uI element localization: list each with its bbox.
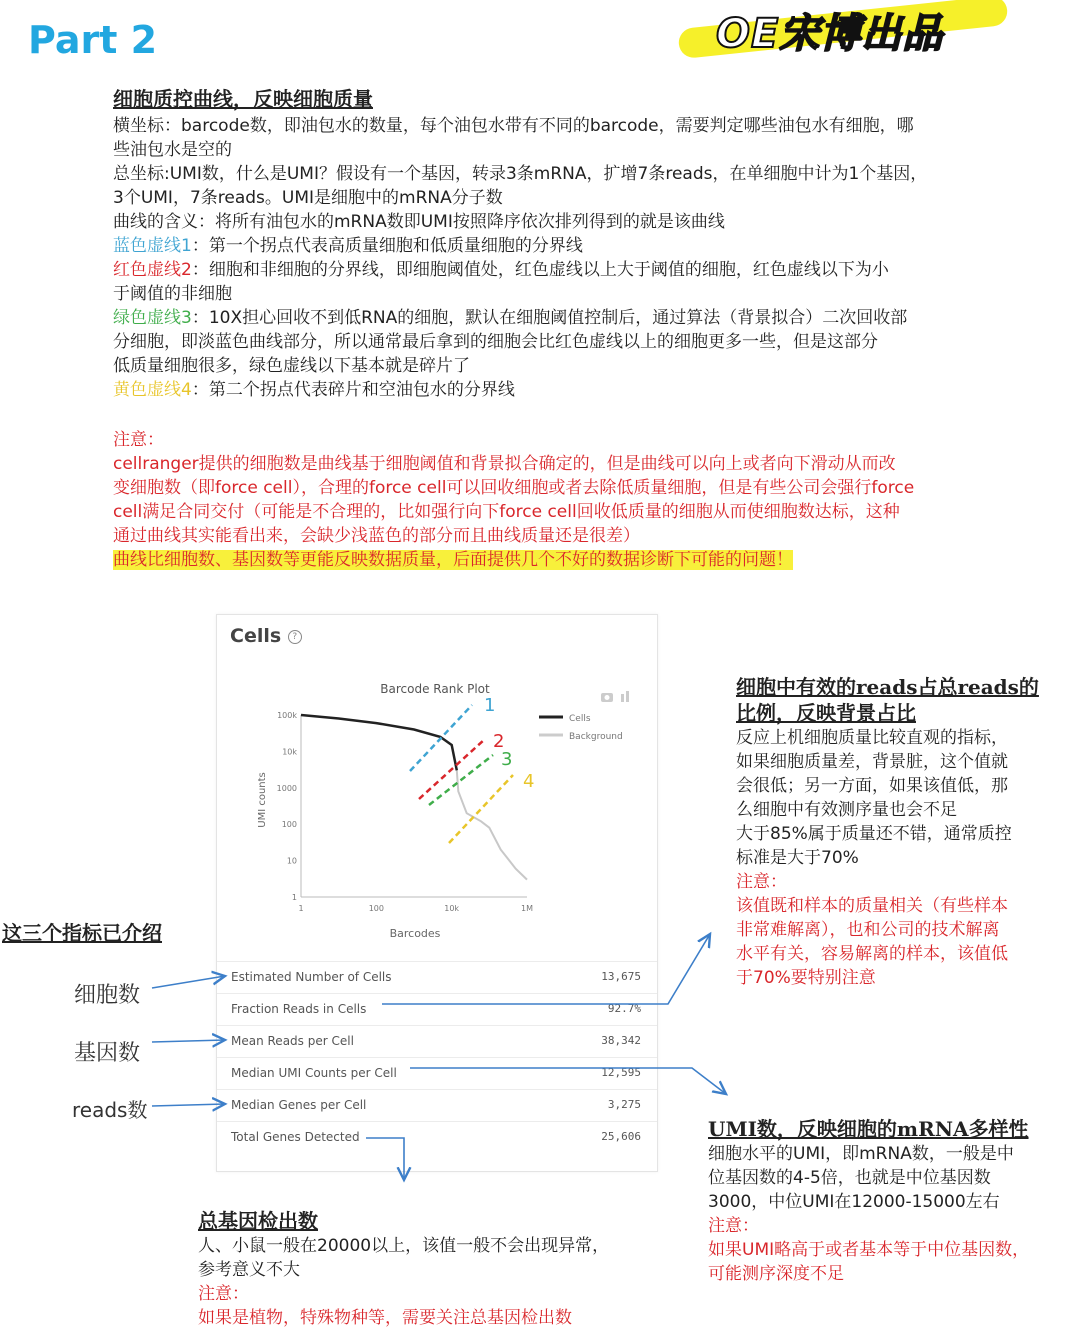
note-line: 位基因数的4-5倍，也就是中位基因数 bbox=[708, 1168, 991, 1188]
metric-label: Estimated Number of Cells bbox=[231, 970, 392, 984]
note-label: 注意： bbox=[113, 430, 164, 450]
green-line-label: 绿色虚线3 bbox=[113, 308, 192, 328]
note-line: 大于85%属于质量还不错，通常质控 bbox=[736, 824, 1012, 844]
body-line: 于阈值的非细胞 bbox=[113, 284, 232, 304]
metric-value: 38,342 bbox=[601, 1034, 641, 1047]
genes-note-heading: 总基因检出数 bbox=[198, 1209, 318, 1233]
note-line: 么细胞中有效测序量也会不足 bbox=[736, 800, 957, 820]
blue-line-label: 蓝色虚线1 bbox=[113, 236, 192, 256]
note-line: 参考意义不大 bbox=[198, 1260, 300, 1280]
note-line: cell满足合同交付（可能是不合理的，比如强行向下force cell回收低质量的细胞从而使细胞数达标，这种 bbox=[113, 502, 900, 522]
note-label: 注意： bbox=[708, 1216, 759, 1236]
annotation-label-3: 3 bbox=[501, 749, 513, 770]
part-title: Part 2 bbox=[28, 18, 158, 62]
yellow-line-text: ：第二个拐点代表碎片和空油包水的分界线 bbox=[191, 380, 515, 400]
note-line: 非常难解离），也和公司的技术解离 bbox=[736, 920, 1000, 940]
metric-label: Mean Reads per Cell bbox=[231, 1034, 354, 1048]
metric-label: Median Genes per Cell bbox=[231, 1098, 367, 1112]
intro-label: 这三个指标已介绍 bbox=[2, 921, 162, 945]
y-tick-label: 1 bbox=[291, 893, 297, 902]
section-heading-curve: 细胞质控曲线，反映细胞质量 bbox=[113, 87, 373, 111]
note-line: 反应上机细胞质量比较直观的指标， bbox=[736, 728, 1008, 748]
body-line: 些油包水是空的 bbox=[113, 140, 232, 160]
red-line-text: ：细胞和非细胞的分界线，即细胞阈值处，红色虚线以上大于阈值的细胞，红色虚线以下为小 bbox=[191, 260, 889, 280]
question-circle-icon[interactable]: ? bbox=[288, 630, 302, 644]
annotation-label-1: 1 bbox=[484, 695, 496, 716]
y-tick-label: 100 bbox=[281, 820, 297, 830]
note-line: 如果细胞质量差，背景脏，这个值就 bbox=[736, 752, 1008, 772]
note-line: 标准是大于70% bbox=[736, 848, 859, 868]
note-line: 该值既和样本的质量相关（有些样本 bbox=[736, 896, 1008, 916]
note-line: 如果UMI略高于或者基本等于中位基因数， bbox=[708, 1240, 1030, 1260]
note-line: 水平有关，容易解离的样本，该值低 bbox=[736, 944, 1008, 964]
metric-value: 92.7% bbox=[607, 1002, 641, 1015]
body-line: 3个UMI，7条reads。UMI是细胞中的mRNA分子数 bbox=[113, 188, 503, 208]
highlight-conclusion: 曲线比细胞数、基因数等更能反映数据质量，后面提供几个不好的数据诊断下可能的问题！ bbox=[113, 550, 793, 570]
red-line-label: 红色虚线2 bbox=[113, 260, 192, 280]
green-line-text: ：10X担心回收不到低RNA的细胞，默认在细胞阈值控制后，通过算法（背景拟合）二次回收部 bbox=[191, 308, 908, 328]
body-line: 横坐标：barcode数，即油包水的数量，每个油包水带有不同的barcode，需要判定哪些油包水有细胞，哪 bbox=[113, 116, 914, 136]
metric-value: 13,675 bbox=[601, 970, 641, 983]
x-axis-label: Barcodes bbox=[389, 927, 441, 940]
y-axis-label: UMI counts bbox=[257, 772, 268, 828]
body-line: 曲线的含义：将所有油包水的mRNA数即UMI按照降序依次排列得到的就是该曲线 bbox=[113, 212, 725, 232]
side-label-cells: 细胞数 bbox=[74, 983, 141, 1008]
note-line: 通过曲线其实能看出来，会缺少浅蓝色的部分而且曲线质量还是很差） bbox=[113, 526, 640, 546]
note-line: 人、小鼠一般在20000以上，该值一般不会出现异常， bbox=[198, 1236, 610, 1256]
reads-note-heading: 细胞中有效的reads占总reads的 bbox=[736, 675, 1039, 699]
brand-logo: OE宋博出品 bbox=[716, 11, 944, 57]
x-tick-label: 100 bbox=[368, 904, 384, 913]
reads-note-heading: 比例，反映背景占比 bbox=[736, 701, 916, 725]
blue-line-text: ：第一个拐点代表高质量细胞和低质量细胞的分界线 bbox=[191, 236, 583, 256]
x-tick-label: 10k bbox=[444, 904, 460, 913]
arrow-reads-fraction bbox=[382, 934, 710, 1004]
body-line: 低质量细胞很多，绿色虚线以下基本就是碎片了 bbox=[113, 356, 470, 376]
metric-value: 3,275 bbox=[607, 1098, 641, 1111]
note-line: 可能测序深度不足 bbox=[708, 1264, 844, 1284]
note-line: 如果是植物，特殊物种等，需要关注总基因检出数 bbox=[198, 1308, 572, 1328]
reads-fraction-note bbox=[736, 674, 1039, 990]
y-tick-label: 100k bbox=[277, 711, 297, 720]
side-label-genes: 基因数 bbox=[74, 1041, 141, 1066]
body-line: 总坐标:UMI数，什么是UMI？假设有一个基因，转录3条mRNA，扩增7条reads，在单细胞中计为1个基因， bbox=[113, 164, 928, 184]
umi-note bbox=[708, 1116, 1029, 1286]
annotation-label-4: 4 bbox=[523, 771, 535, 792]
y-tick-label: 10k bbox=[282, 747, 297, 757]
note-line: 于70%要特别注意 bbox=[736, 968, 876, 988]
note-line: 变细胞数（即force cell），合理的force cell可以回收细胞或者去除低质量细胞，但是有些公司会强行force bbox=[113, 478, 915, 498]
metric-value: 12,595 bbox=[601, 1066, 641, 1079]
legend-label-cells: Cells bbox=[569, 714, 591, 724]
panel-title-text: Cells bbox=[230, 625, 282, 647]
yellow-line-label: 黄色虚线4 bbox=[113, 380, 192, 400]
umi-note-heading: UMI数，反映细胞的mRNA多样性 bbox=[708, 1117, 1029, 1141]
note-line: cellranger提供的细胞数是曲线基于细胞阈值和背景拟合确定的，但是曲线可以向上或者向下滑动从而改 bbox=[113, 454, 896, 474]
metric-label: Median UMI Counts per Cell bbox=[231, 1066, 397, 1080]
legend-label-background: Background bbox=[569, 732, 623, 742]
metric-label: Fraction Reads in Cells bbox=[231, 1002, 367, 1016]
side-label-reads: reads数 bbox=[72, 1098, 148, 1122]
body-line: 分细胞，即淡蓝色曲线部分，所以通常最后拿到的细胞会比红色虚线以上的细胞更多一些，但是这部分 bbox=[113, 332, 878, 352]
y-tick-label: 1000 bbox=[276, 783, 297, 793]
x-tick-label: 1M bbox=[521, 904, 533, 913]
note-line: 3000，中位UMI在12000-15000左右 bbox=[708, 1192, 1000, 1212]
arrow-cells bbox=[152, 976, 225, 988]
annotation-label-2: 2 bbox=[493, 731, 505, 752]
note-line: 细胞水平的UMI，即mRNA数，一般是中 bbox=[708, 1144, 1014, 1164]
metric-label: Total Genes Detected bbox=[231, 1130, 360, 1144]
metric-value: 25,606 bbox=[601, 1130, 641, 1143]
arrow-reads bbox=[152, 1104, 225, 1106]
arrow-genes bbox=[152, 1040, 225, 1042]
total-genes-note bbox=[198, 1208, 609, 1330]
x-tick-label: 1 bbox=[298, 904, 304, 913]
note-label: 注意： bbox=[736, 872, 787, 892]
note-label: 注意： bbox=[198, 1284, 249, 1304]
y-tick-label: 10 bbox=[286, 856, 297, 866]
arrow-total-genes bbox=[366, 1138, 404, 1180]
note-line: 会很低；另一方面，如果该值低，那 bbox=[736, 776, 1008, 796]
arrow-umi bbox=[410, 1068, 726, 1094]
chart-title: Barcode Rank Plot bbox=[380, 682, 490, 696]
